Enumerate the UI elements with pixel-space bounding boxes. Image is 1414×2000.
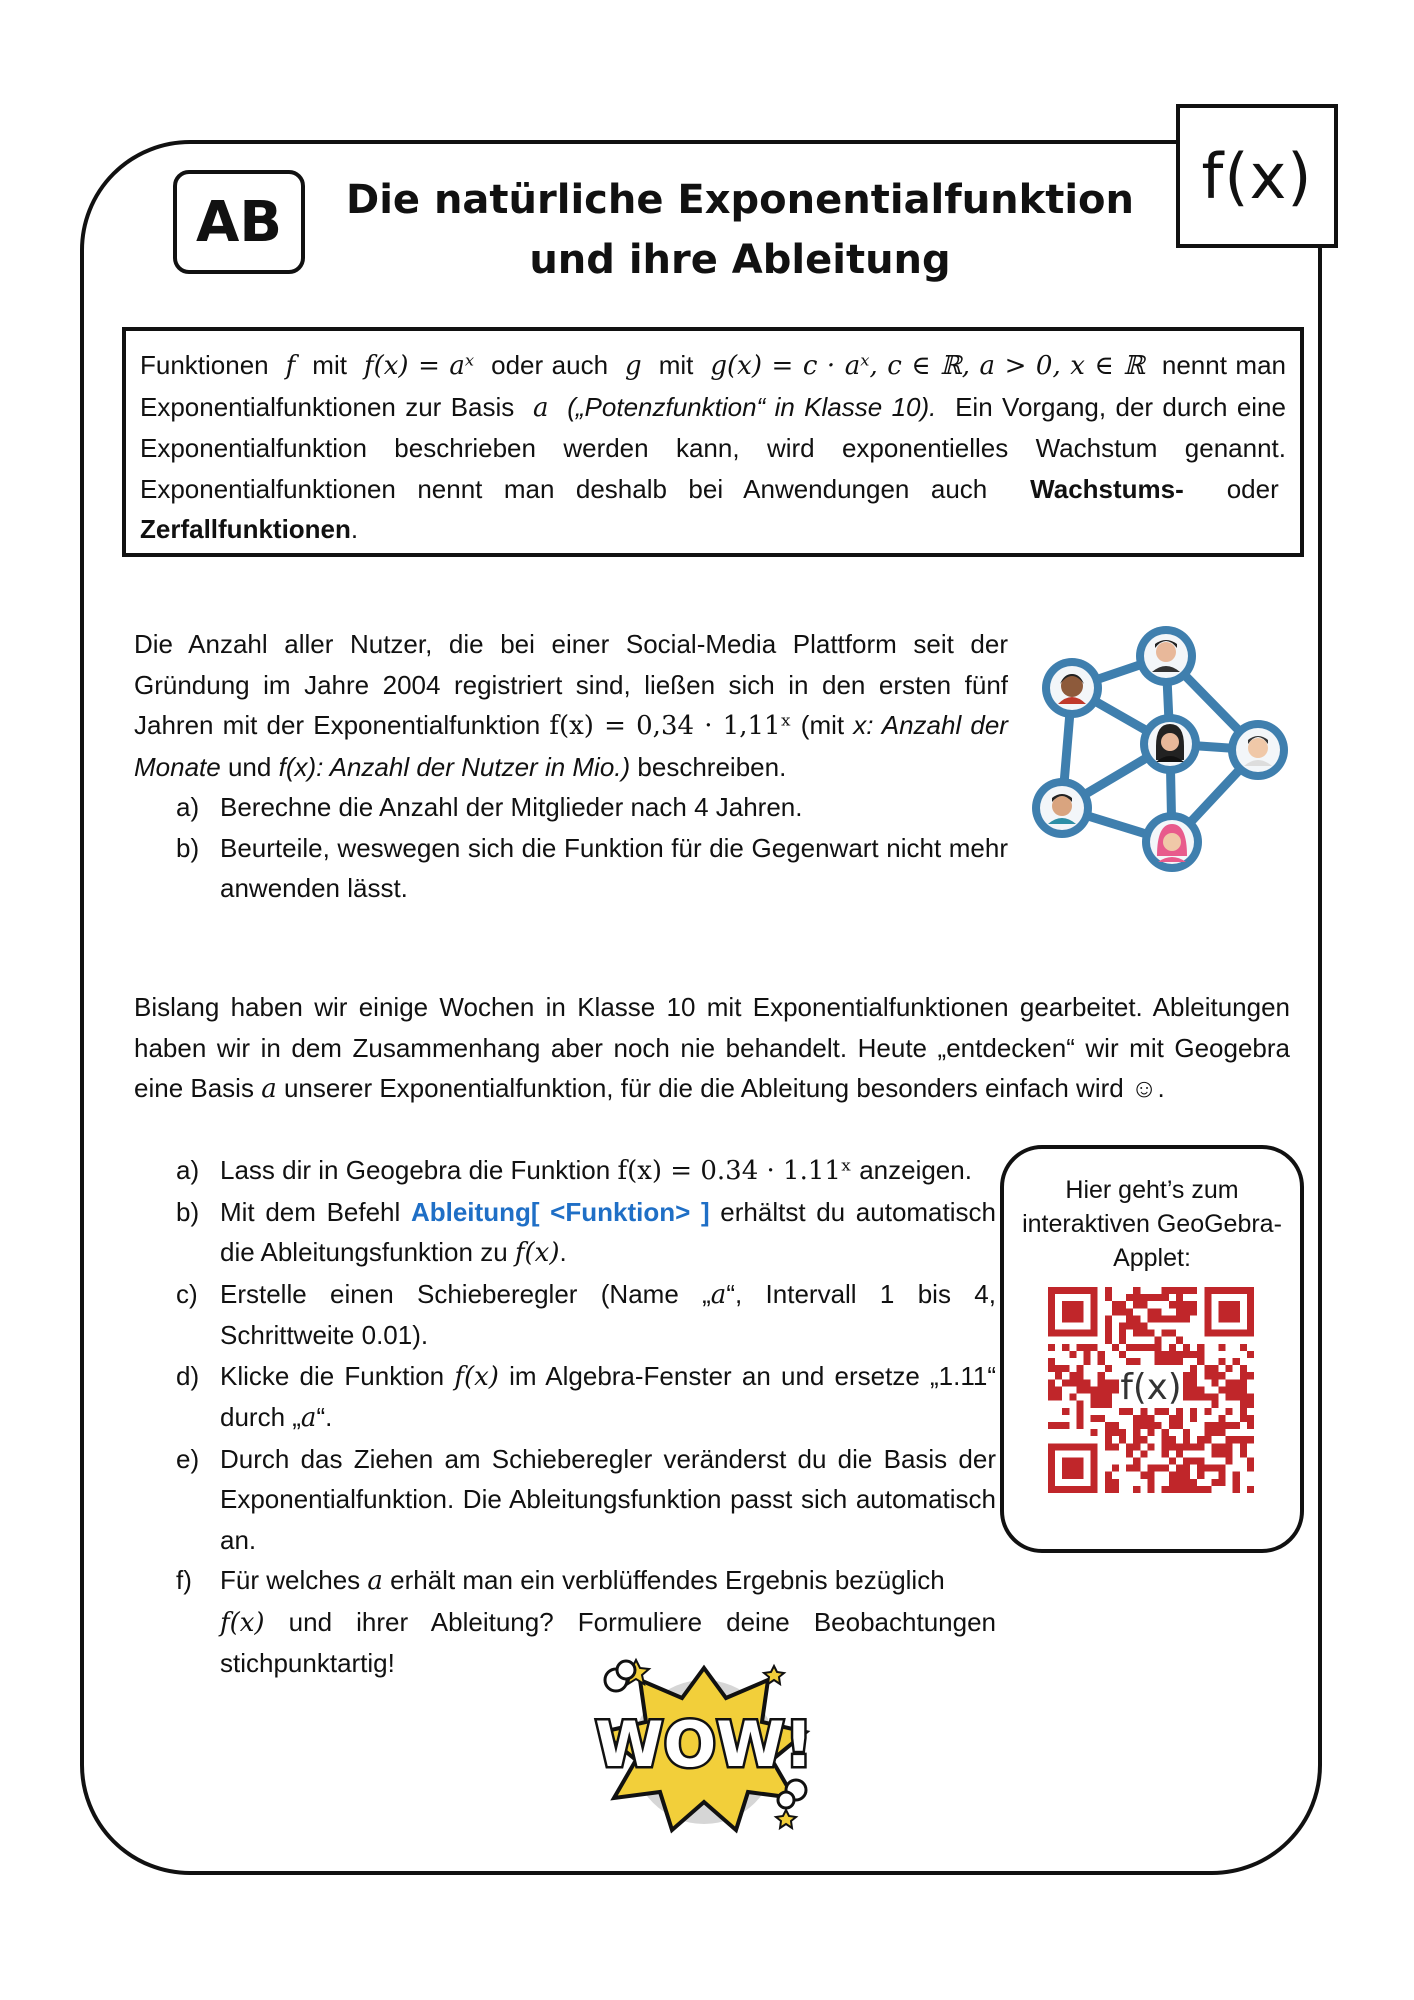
list-item: c) Erstelle einen Schieberegler (Name „a“, Intervall 1 bis 4, Schrittweite 0.01).: [176, 1278, 996, 1350]
wow-text: WOW!: [595, 1708, 813, 1781]
discovery-paragraph: Bislang haben wir einige Wochen in Klasse 10 mit Exponentialfunktionen gearbeitet. Ableitungen haben wir in dem Zusammenhang aber noch nie behandelt. Heute „entdecken“ wir mit Geogebra eine Basis a unserer Exponentialfunktion, für die die Ableitung besonders einfach wird ☺.: [134, 992, 1290, 1104]
intro-paragraph: Die Anzahl aller Nutzer, die bei einer Social-Media Plattform seit der Gründung im Jahre 2004 registriert sind, ließen sich in den ersten fünf Jahren mit der Exponentialfunktion f(x) = 0,34 · 1,11ˣ (mit x: Anzahl der Monate und f(x): Anzahl der Nutzer in Mio.) beschreiben.: [134, 629, 1008, 782]
badge-text: AB: [195, 189, 283, 255]
wow-comic-illustration: [586, 1640, 822, 1840]
title-line-1: Die natürliche Exponentialfunktion: [345, 177, 1135, 223]
qr-overlay-text: f(x): [1120, 1367, 1182, 1409]
social-network-illustration: [1022, 620, 1322, 900]
list-item: f) Für welches a erhält man ein verblüffendes Ergebnis bezüglich f(x) und ihrer Ableitung? Formuliere deine Beobachtungen stichpunktartig!: [176, 1565, 996, 1678]
qr-caption: Hier geht’s zum interaktiven GeoGebra-Applet:: [1022, 1176, 1282, 1272]
list-item: b) Mit dem Befehl Ableitung[ <Funktion> ] erhältst du automatisch die Ableitungsfunktion zu f(x).: [176, 1196, 996, 1268]
definition-text: Funktionen f mit f(x) = aˣ oder auch g mit g(x) = c · aˣ, c ∈ ℝ, a > 0, x ∈ ℝ nennt man Exponentialfunktionen zur Basis a („Potenzfunktion“ in Klasse 10). Ein Vorgang, der durch eine Exponentialfunktion beschrieben werden kann, wird exponentielles Wachstum genannt. Exponentialfunktionen nennt man deshalb bei Anwendungen auch Wachstums- oder Zerfallfunktionen.: [140, 350, 1286, 544]
formula-fx-definition: f(x) = aˣ: [363, 351, 475, 381]
qr-code-icon[interactable]: [1048, 1287, 1254, 1493]
worksheet-badge: [173, 170, 305, 274]
fx-logo: [1176, 104, 1338, 248]
formula-social-media: f(x) = 0,34 · 1,11ˣ: [549, 711, 792, 741]
intro-task: [134, 624, 1008, 909]
list-item: a) Lass dir in Geogebra die Funktion f(x) = 0.34 · 1.11ˣ anzeigen.: [176, 1155, 972, 1186]
list-item: a) Berechne die Anzahl der Mitglieder nach 4 Jahren.: [176, 792, 803, 822]
list-item: d) Klicke die Funktion f(x) im Algebra-Fenster an und ersetze „1.11“ durch „a“.: [176, 1360, 996, 1433]
list-item: b) Beurteile, weswegen sich die Funktion für die Gegenwart nicht mehr anwenden lässt.: [176, 832, 1008, 903]
definition-box: [122, 327, 1304, 557]
formula-gx-definition: g(x) = c · aˣ, c ∈ ℝ, a > 0, x ∈ ℝ: [710, 351, 1145, 381]
geogebra-task-list: [134, 1150, 996, 1684]
intro-task-list: [134, 787, 1008, 909]
derivative-command: Ableitung[ <Funktion> ]: [410, 1196, 710, 1227]
fx-logo-text: f(x): [1201, 139, 1313, 213]
geogebra-qr-panel[interactable]: [1000, 1145, 1304, 1553]
list-item: e) Durch das Ziehen am Schieberegler veränderst du die Basis der Exponentialfunktion. Die Ableitungsfunktion passt sich automatisch an.: [176, 1443, 996, 1555]
title-line-2: und ihre Ableitung: [529, 237, 951, 283]
page-title: [340, 170, 1140, 290]
